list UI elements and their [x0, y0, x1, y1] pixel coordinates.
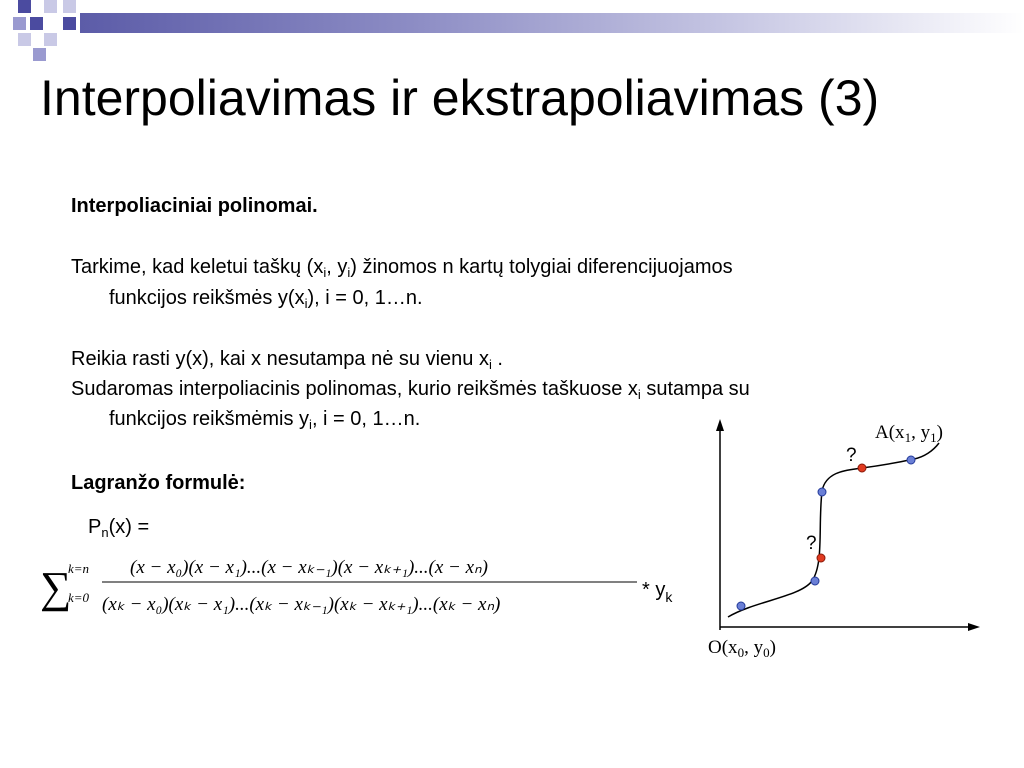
paragraph-line: Tarkime, kad keletui taškų ($x_i$, $y_i$) žinomos n kartų tolygiai diferencijuojamos [71, 256, 733, 280]
decor-square [44, 0, 57, 13]
question-mark-upper: ? [846, 445, 857, 466]
slide-title: Interpoliavimas ir ekstrapoliavimas (3) [40, 70, 880, 126]
decor-square [44, 33, 57, 46]
formula-denominator: (xₖ − x₀)(xₖ − x₁)...(xₖ − xₖ₋₁)(xₖ − xₖ₊₁)...(xₖ − xₙ) [102, 594, 501, 615]
question-mark-lower: ? [806, 533, 817, 554]
origin-label: $O(x_0$, $y_0$) [708, 637, 776, 660]
decor-square [18, 33, 31, 46]
decor-square [63, 17, 76, 30]
section-heading: Interpoliaciniai polinomai. [71, 195, 318, 217]
times-yk: * $y_k$ [642, 579, 673, 605]
decor-square [30, 17, 43, 30]
unknown-point [817, 554, 825, 562]
decor-square [63, 0, 76, 13]
known-point [737, 602, 745, 610]
sigma-symbol: ∑ [40, 563, 72, 612]
lagrange-heading: Lagranžo formulė: [71, 472, 246, 494]
sum-upper-limit: k=n [68, 561, 90, 576]
header-gradient-bar [80, 13, 1024, 33]
formula-numerator: (x − x₀)(x − x₁)...(x − xₖ₋₁)(x − xₖ₊₁)...(x − xₙ) [130, 557, 488, 578]
sum-lower-limit: k=0 [68, 590, 90, 605]
x-axis-arrow [968, 623, 980, 631]
known-point [907, 456, 915, 464]
unknown-point [858, 464, 866, 472]
paragraph-line: funkcijos reikšmėmis $y_i$, i = 0, 1…n. [109, 408, 421, 432]
paragraph-line: funkcijos reikšmės $y(x_i)$, i = 0, 1…n. [109, 287, 423, 311]
decorative-header [0, 0, 1024, 50]
interpolation-curve [728, 443, 939, 617]
paragraph-line: Sudaromas interpoliacinis polinomas, kurio reikšmės taškuose $x_i$ sutampa su [71, 378, 750, 402]
paragraph-line: Reikia rasti y(x), kai x nesutampa nė su vienu $x_i$ . [71, 348, 503, 372]
pn-label: $P_n(x)$ = [88, 516, 150, 540]
decor-square [18, 0, 31, 13]
interpolation-graph [700, 415, 1000, 675]
known-point [818, 488, 826, 496]
point-a-label: $A(x_1$, $y_1$) [875, 422, 943, 445]
y-axis-arrow [716, 419, 724, 431]
known-point [811, 577, 819, 585]
decor-square [13, 17, 26, 30]
lagrange-formula [40, 548, 700, 628]
decor-square [33, 48, 46, 61]
